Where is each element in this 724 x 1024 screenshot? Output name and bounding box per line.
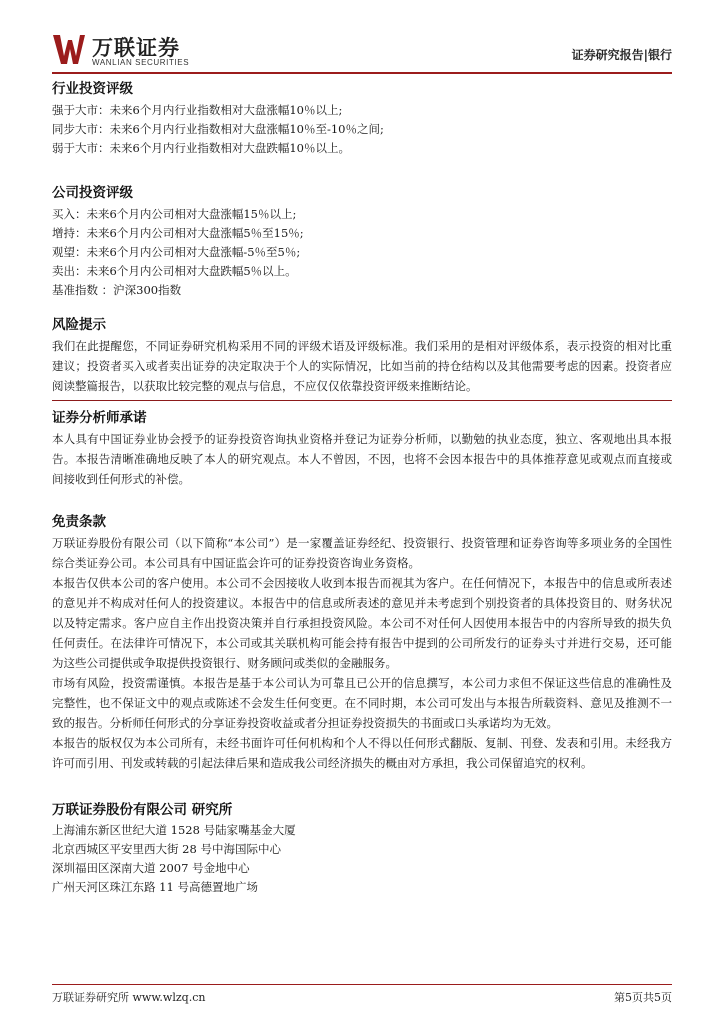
header-divider — [52, 72, 672, 74]
company-rating-line: 观望：未来6个月内公司相对大盘涨幅-5％至5％; — [52, 245, 301, 259]
disclaimer-paragraph: 万联证券股份有限公司（以下简称“本公司”）是一家覆盖证券经纪、投资银行、投资管理和证券咨询等多项业务的全国性综合类证券公司。本公司具有中国证监会许可的证券投资咨询业务资格。 — [52, 536, 672, 570]
company-rating-line: 卖出：未来6个月内公司相对大盘跌幅5％以上。 — [52, 264, 297, 278]
wanlian-logo-icon — [52, 32, 86, 66]
risk-text: 我们在此提醒您，不同证券研究机构采用不同的评级术语及评级标准。我们采用的是相对评级体系，表示投资的相对比重建议；投资者买入或者卖出证券的决定取决于个人的实际情况，比如当前的持仓结构以及其他需要考虑的因素。投资者应阅读整篇报告，以获取比较完整的观点与信息，不应仅仅依靠投资评级来推断结论。 — [52, 339, 672, 393]
company-rating-line: 增持：未来6个月内公司相对大盘涨幅5％至15％; — [52, 226, 304, 240]
company-rating-line: 买入：未来6个月内公司相对大盘涨幅15％以上; — [52, 207, 297, 221]
company-rating-title: 公司投资评级 — [52, 185, 133, 201]
disclaimer-title: 免责条款 — [52, 514, 106, 530]
company-address: 上海浦东新区世纪大道 1528 号陆家嘴基金大厦 — [52, 823, 296, 837]
company-name: 万联证券股份有限公司 研究所 — [52, 802, 233, 818]
disclaimer-paragraph: 市场有风险，投资需谨慎。本报告是基于本公司认为可靠且已公开的信息撰写，本公司力求但不保证这些信息的准确性及完整性，也不保证文中的观点或陈述不会发生任何变更。在不同时期，本公司可发出与本报告所载资料、意见及推测不一致的报告。分析师任何形式的分享证券投资收益或者分担证券投资损失的书面或口头承诺均为无效。 — [52, 676, 672, 730]
brand-name-en: WANLIAN SECURITIES — [92, 58, 190, 67]
disclaimer-paragraph: 本报告仅供本公司的客户使用。本公司不会因接收人收到本报告而视其为客户。在任何情况下，本报告中的信息或所表述的意见并不构成对任何人的投资建议。本报告中的信息或所表述的意见并未考虑到个别投资者的具体投资目的、财务状况以及特定需求。客户应自主作出投资决策并自行承担投资风险。本公司不对任何人因使用本报告中的内容所导致的损失负任何责任。在法律许可情况下，本公司或其关联机构可能会持有报告中提到的公司所发行的证券头寸并进行交易，还可能为这些公司提供或争取提供投资银行、财务顾问或类似的金融服务。 — [52, 576, 672, 670]
industry-rating-title: 行业投资评级 — [52, 81, 133, 97]
benchmark-index: 基准指数 ：沪深300指数 — [52, 283, 182, 297]
company-address: 广州天河区珠江东路 11 号高德置地广场 — [52, 880, 258, 894]
analyst-pledge-title: 证券分析师承诺 — [52, 410, 147, 426]
risk-title: 风险提示 — [52, 317, 106, 333]
disclaimer-paragraph: 本报告的版权仅为本公司所有，未经书面许可任何机构和个人不得以任何形式翻版、复制、刊登、发表和引用。未经我方许可而引用、刊发或转载的引起法律后果和造成我公司经济损失的概由对方承担，我公司保留追究的权利。 — [52, 736, 672, 770]
industry-rating-line: 弱于大市：未来6个月内行业指数相对大盘跌幅10％以上。 — [52, 141, 350, 155]
page-content — [52, 76, 672, 897]
analyst-pledge-text: 本人具有中国证券业协会授予的证券投资咨询执业资格并登记为证券分析师，以勤勉的执业态度，独立、客观地出具本报告。本报告清晰准确地反映了本人的研究观点。本人不曾因，不因，也将不会因本报告中的具体推荐意见或观点而直接或间接收到任何形式的补偿。 — [52, 432, 672, 486]
brand-name-cn: 万联证券 — [92, 36, 180, 60]
page-header — [52, 30, 672, 74]
industry-rating-line: 强于大市：未来6个月内行业指数相对大盘涨幅10％以上; — [52, 103, 343, 117]
page-number: 第5页共5页 — [614, 991, 672, 1004]
report-type-label: 证券研究报告|银行 — [571, 48, 672, 62]
footer-source: 万联证券研究所 www.wlzq.cn — [52, 991, 206, 1004]
brand-logo — [52, 30, 202, 70]
company-address: 深圳福田区深南大道 2007 号金地中心 — [52, 861, 250, 875]
company-address: 北京西城区平安里西大街 28 号中海国际中心 — [52, 842, 281, 856]
footer-divider — [52, 984, 672, 985]
industry-rating-line: 同步大市：未来6个月内行业指数相对大盘涨幅10％至-10％之间; — [52, 122, 384, 136]
